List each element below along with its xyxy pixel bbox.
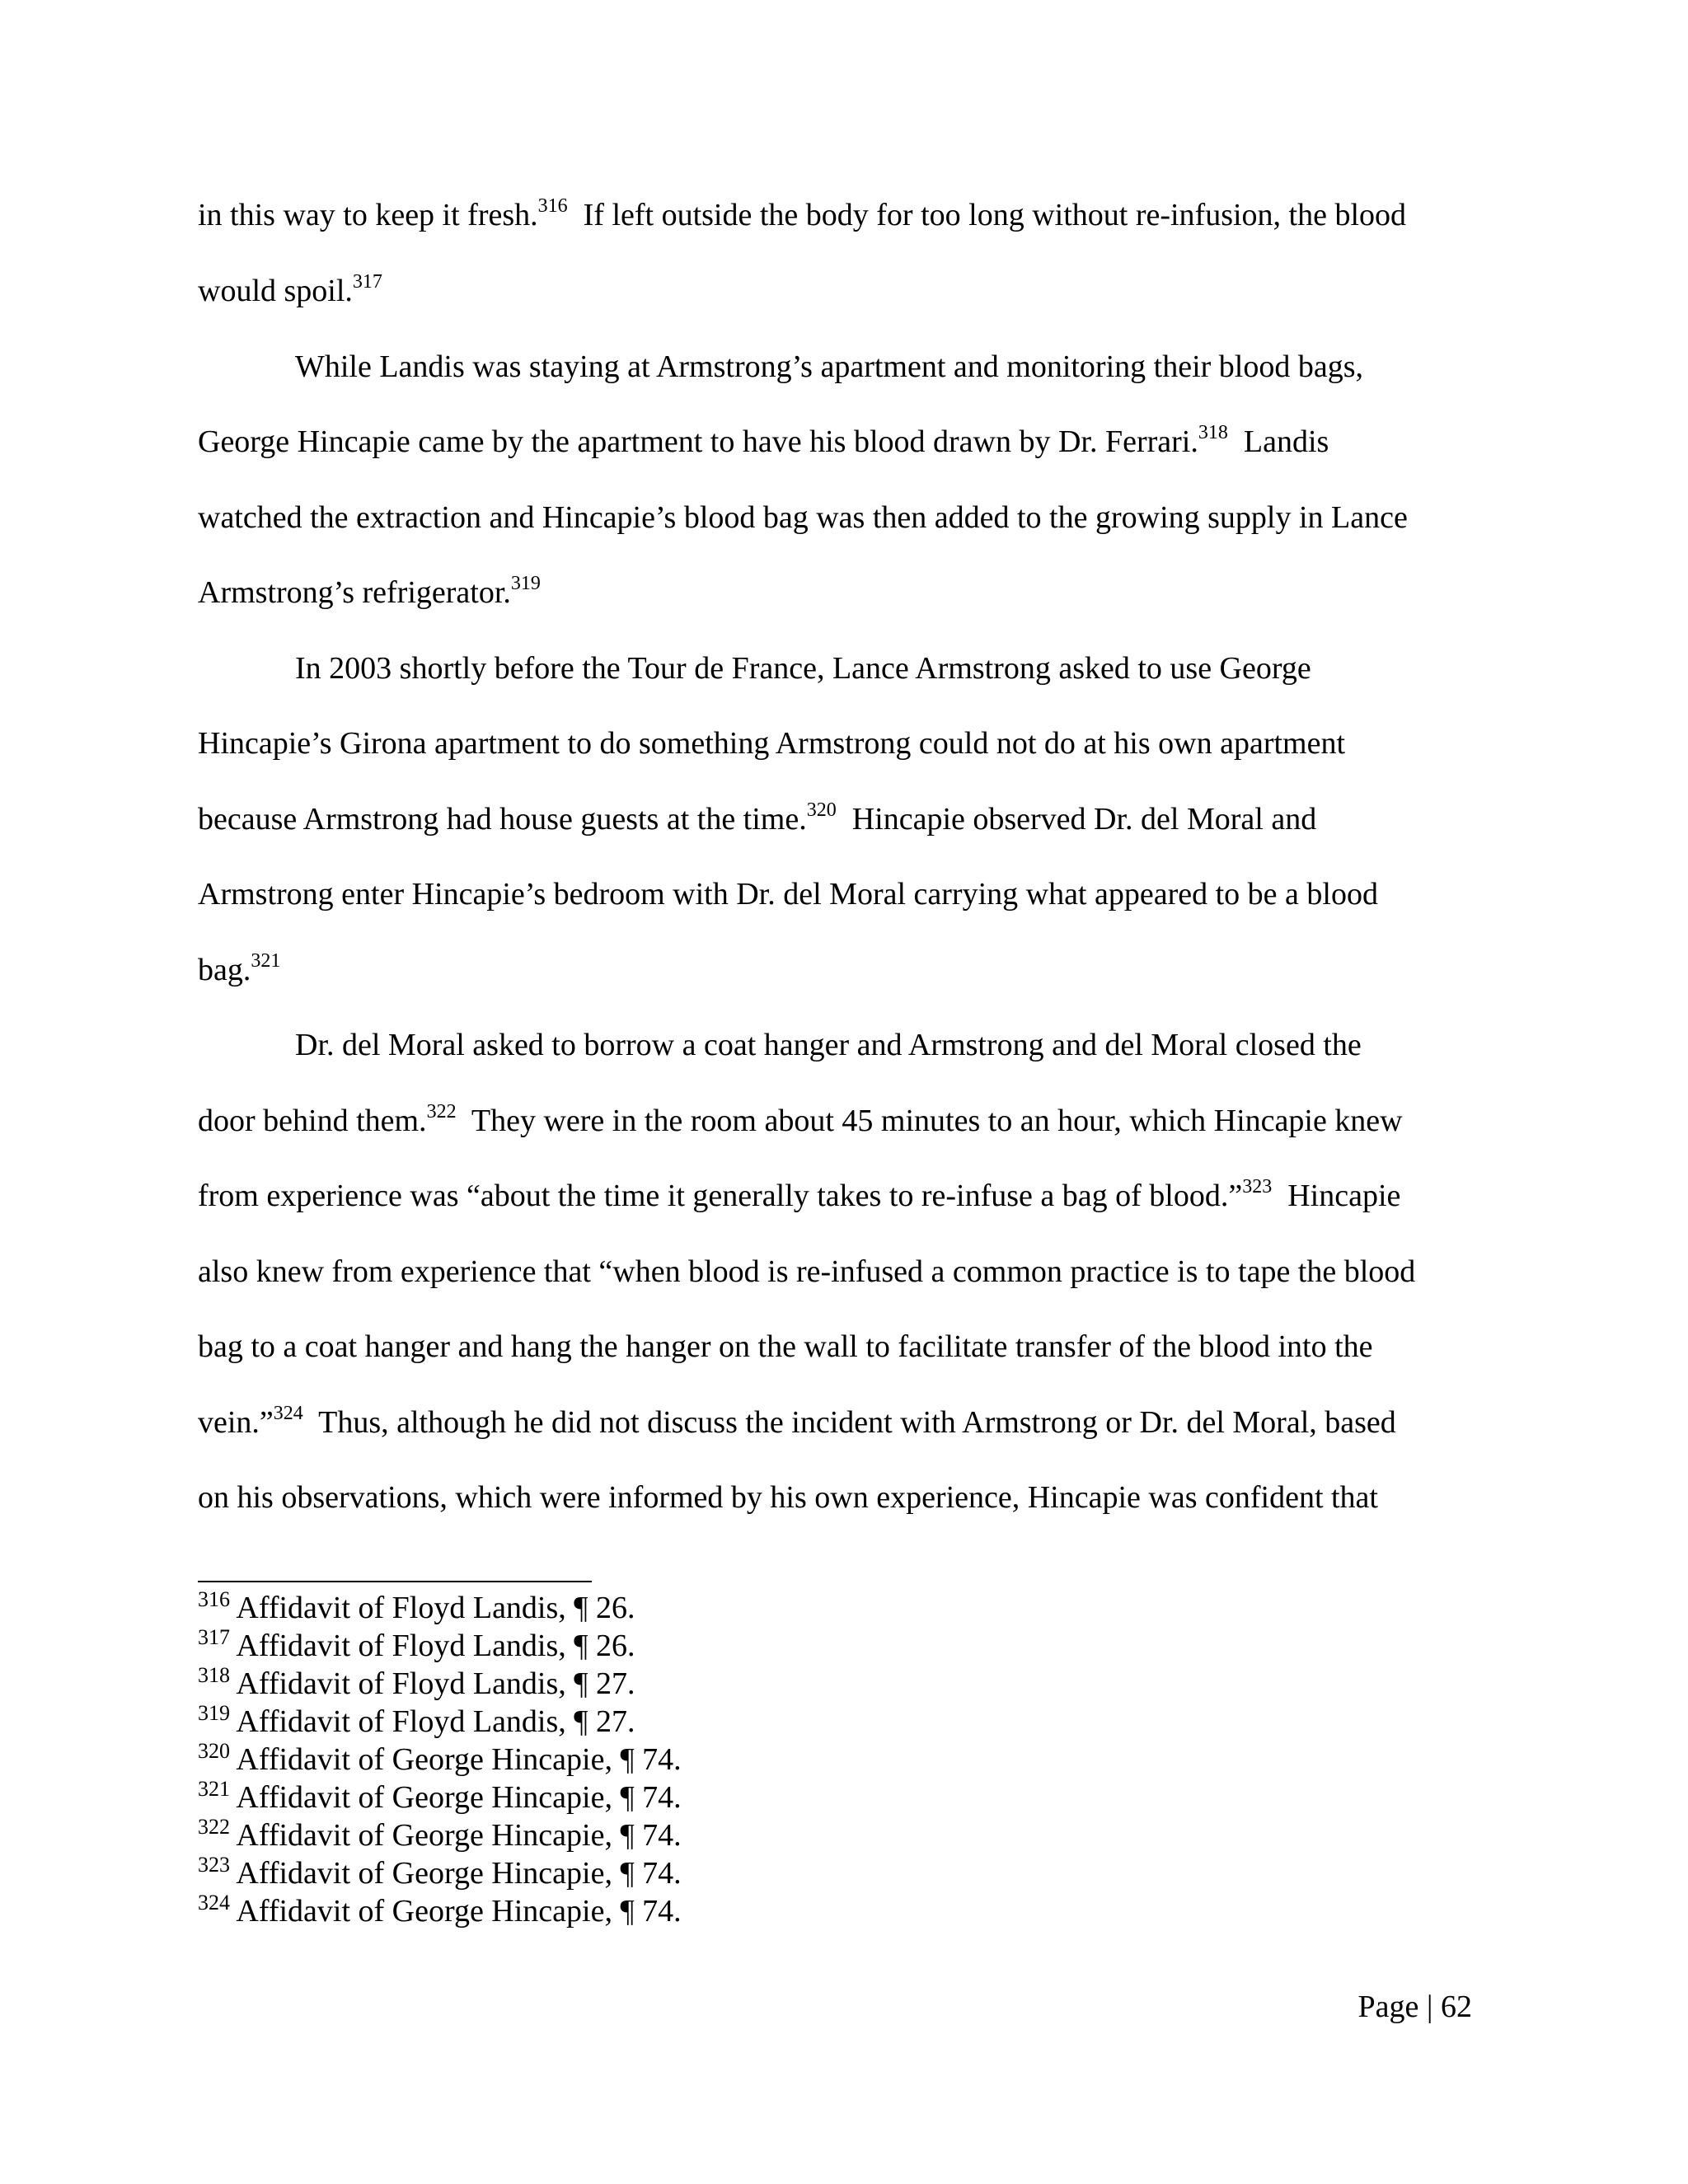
footnote-number: 319 [198,1701,230,1725]
footnote-ref[interactable]: 320 [806,799,837,821]
footnote-ref[interactable]: 319 [510,573,541,594]
body-line: bag to a coat hanger and hang the hanger on the wall to facilitate transfer of the blood into the [198,1329,1373,1364]
footnote: $^{317}$ Affidavit of Floyd Landis, ¶ 26. [198,1625,635,1663]
footnote: $^{324}$ Affidavit of George Hincapie, ¶ 74. [198,1891,682,1929]
body-line: door behind them.$^{322}$ They were in the room about 45 minutes to an hour, which Hincapie knew [198,1101,1403,1138]
body-line: Hincapie’s Girona apartment to do something Armstrong could not do at his own apartment [198,726,1346,761]
footnote-number: 316 [198,1587,230,1611]
footnote: $^{319}$ Affidavit of Floyd Landis, ¶ 27. [198,1701,635,1739]
footnote: $^{316}$ Affidavit of Floyd Landis, ¶ 26. [198,1587,635,1625]
body-line: In 2003 shortly before the Tour de France, Lance Armstrong asked to use George [295,651,1311,686]
footnote-separator [198,1581,592,1582]
body-line: While Landis was staying at Armstrong’s apartment and monitoring their blood bags, [295,349,1363,384]
footnote-number: 324 [198,1891,230,1915]
footnote: $^{321}$ Affidavit of George Hincapie, ¶ 74. [198,1777,682,1815]
body-line: from experience was “about the time it generally takes to re-infuse a bag of blood.”$^{323}$ Hincapie [198,1176,1401,1213]
footnote-number: 322 [198,1815,230,1839]
footnote: $^{318}$ Affidavit of Floyd Landis, ¶ 27. [198,1663,635,1701]
footnote-ref[interactable]: 321 [251,950,281,972]
footnote-ref[interactable]: 322 [426,1101,457,1122]
body-line: on his observations, which were informed by his own experience, Hincapie was confident that [198,1480,1378,1515]
body-line: in this way to keep it fresh.$^{316}$ If left outside the body for too long without re-infusion, the blood [198,195,1407,232]
body-line: Dr. del Moral asked to borrow a coat hanger and Armstrong and del Moral closed the [295,1028,1362,1062]
footnote-number: 320 [198,1739,230,1763]
body-line: watched the extraction and Hincapie’s blood bag was then added to the growing supply in Lance [198,500,1408,535]
footnote-number: 317 [198,1625,230,1649]
footnote-ref[interactable]: 323 [1242,1176,1273,1197]
footnote: $^{322}$ Affidavit of George Hincapie, ¶ 74. [198,1815,682,1853]
footnote-ref[interactable]: 316 [537,195,568,217]
body-line: would spoil.$^{317}$ [198,271,382,308]
footnote: $^{323}$ Affidavit of George Hincapie, ¶ 74. [198,1853,682,1891]
footnote-ref[interactable]: 318 [1198,422,1228,443]
body-line: bag.$^{321}$ [198,950,281,987]
body-line: Armstrong enter Hincapie’s bedroom with Dr. del Moral carrying what appeared to be a blood [198,877,1378,912]
page-number: Page | 62 [1357,1990,1472,2024]
body-line: also knew from experience that “when blood is re-infused a common practice is to tape the blood [198,1254,1416,1289]
body-line: George Hincapie came by the apartment to have his blood drawn by Dr. Ferrari.$^{318}$ Landis [198,422,1329,459]
body-line: because Armstrong had house guests at the time.$^{320}$ Hincapie observed Dr. del Moral and [198,799,1317,837]
body-line: Armstrong’s refrigerator.$^{319}$ [198,573,541,610]
footnote-number: 323 [198,1853,230,1877]
footnote-ref[interactable]: 317 [352,271,382,293]
footnote: $^{320}$ Affidavit of George Hincapie, ¶ 74. [198,1739,682,1777]
footnote-ref[interactable]: 324 [273,1403,303,1424]
footnote-number: 318 [198,1663,230,1687]
body-line: vein.”$^{324}$ Thus, although he did not discuss the incident with Armstrong or Dr. del Moral, based [198,1403,1396,1440]
footnote-number: 321 [198,1777,230,1801]
